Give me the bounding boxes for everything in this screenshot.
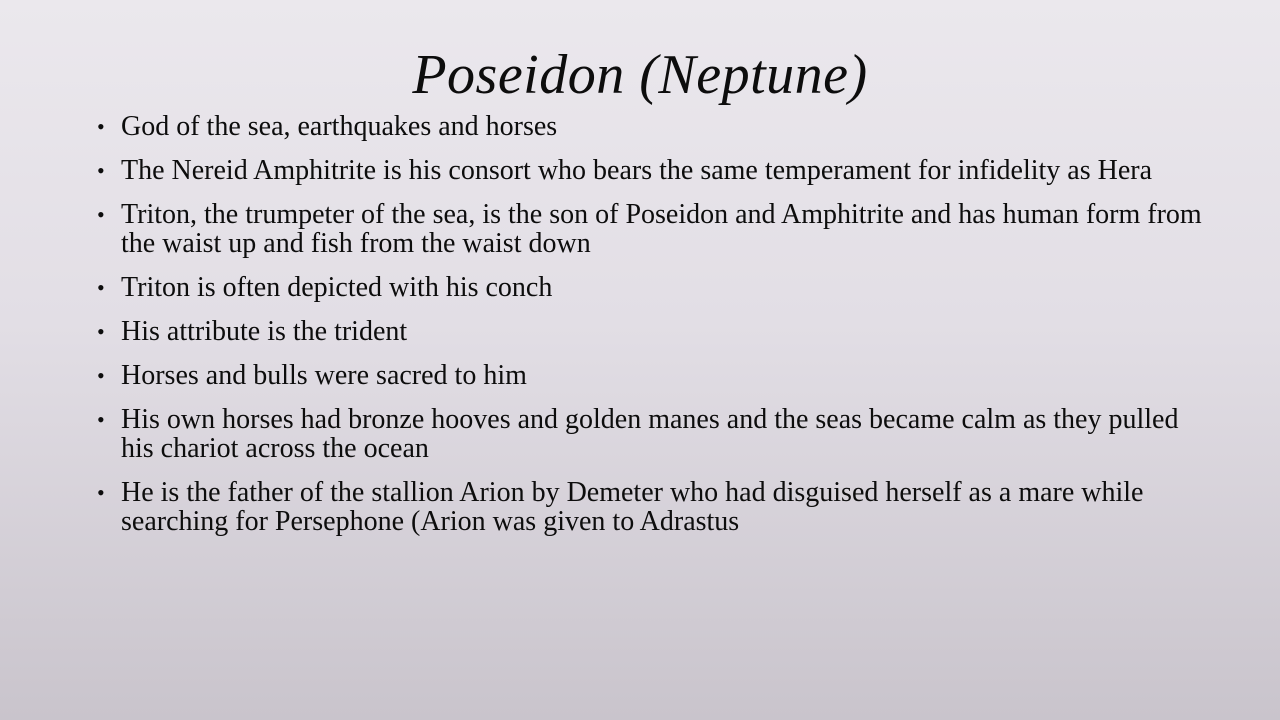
bullet-icon: • (97, 480, 105, 505)
bullet-item (97, 478, 1207, 536)
bullet-icon: • (97, 407, 105, 432)
bullet-item (97, 361, 1207, 390)
bullet-icon: • (97, 158, 105, 183)
bullet-item (97, 405, 1207, 463)
bullet-text: He is the father of the stallion Arion by Demeter who had disguised herself as a mare while searching for Persephone (Arion was given to Adrastus (121, 477, 1144, 537)
bullet-item (97, 273, 1207, 302)
bullet-text: Horses and bulls were sacred to him (121, 360, 527, 391)
bullet-item (97, 317, 1207, 346)
bullet-icon: • (97, 363, 105, 388)
slide-title: Poseidon (Neptune) (412, 44, 868, 106)
bullet-icon: • (97, 275, 105, 300)
bullet-item (97, 112, 1207, 141)
bullet-text: The Nereid Amphitrite is his consort who bears the same temperament for infidelity as Hera (121, 155, 1153, 186)
bullet-text: Triton is often depicted with his conch (121, 272, 553, 303)
bullet-icon: • (97, 202, 105, 227)
bullet-text: His attribute is the trident (121, 316, 408, 347)
bullet-icon: • (97, 114, 105, 139)
bullet-list (97, 112, 1207, 551)
bullet-text: God of the sea, earthquakes and horses (121, 111, 558, 142)
bullet-item (97, 200, 1207, 258)
bullet-icon: • (97, 319, 105, 344)
bullet-item (97, 156, 1207, 185)
bullet-text: His own horses had bronze hooves and golden manes and the seas became calm as they pulled his chariot across the ocean (121, 404, 1179, 464)
bullet-text: Triton, the trumpeter of the sea, is the son of Poseidon and Amphitrite and has human form from the waist up and fish from the waist down (121, 199, 1202, 259)
